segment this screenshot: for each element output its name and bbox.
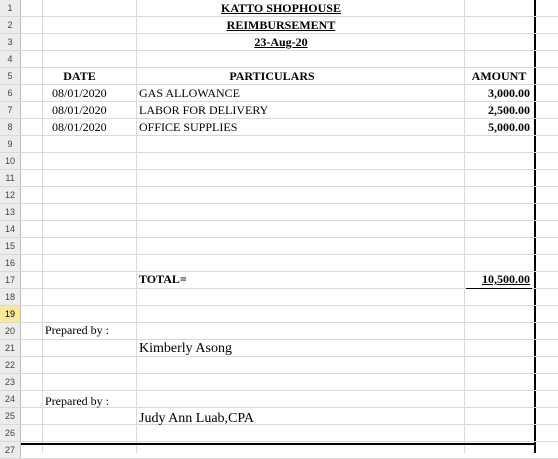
row-2-date[interactable]: 08/01/2020 [52, 103, 107, 117]
header-particulars[interactable]: PARTICULARS [229, 69, 315, 83]
sheet-bottom-border [21, 443, 536, 445]
sheet-row [0, 425, 558, 442]
row-number[interactable]: 22 [0, 357, 21, 373]
sheet-row [0, 136, 558, 153]
prepared-by-name-2[interactable]: Judy Ann Luab,CPA [139, 411, 255, 426]
row-number[interactable]: 27 [0, 442, 21, 458]
sheet-row [0, 153, 558, 170]
sheet-row [0, 170, 558, 187]
row-2-particular[interactable]: LABOR FOR DELIVERY [139, 103, 269, 117]
row-number[interactable]: 4 [0, 51, 21, 67]
sheet-row [0, 187, 558, 204]
row-number[interactable]: 10 [0, 153, 21, 169]
row-number[interactable]: 13 [0, 204, 21, 220]
row-number[interactable]: 1 [0, 0, 21, 16]
row-number[interactable]: 19 [0, 306, 21, 322]
sheet-row [0, 340, 558, 357]
prepared-by-label-2[interactable]: Prepared by : [45, 394, 109, 408]
sheet-row [0, 238, 558, 255]
row-1-amount[interactable]: 3,000.00 [488, 86, 530, 100]
row-3-amount[interactable]: 5,000.00 [488, 120, 530, 134]
row-number[interactable]: 7 [0, 102, 21, 118]
header-amount[interactable]: AMOUNT [471, 69, 527, 83]
sheet-row [0, 408, 558, 425]
row-number[interactable]: 21 [0, 340, 21, 356]
row-number[interactable]: 12 [0, 187, 21, 203]
sheet-row [0, 51, 558, 68]
sheet-row [0, 306, 558, 323]
row-number[interactable]: 8 [0, 119, 21, 135]
sheet-row [0, 221, 558, 238]
sheet-row [0, 357, 558, 374]
report-date[interactable]: 23-Aug-20 [254, 35, 308, 49]
sheet-row [0, 204, 558, 221]
row-number[interactable]: 24 [0, 391, 21, 407]
row-1-particular[interactable]: GAS ALLOWANCE [139, 86, 240, 100]
company-title[interactable]: KATTO SHOPHOUSE [221, 1, 341, 15]
row-number[interactable]: 9 [0, 136, 21, 152]
row-1-date[interactable]: 08/01/2020 [52, 86, 107, 100]
sheet-row [0, 374, 558, 391]
sheet-row [0, 255, 558, 272]
total-underline [466, 288, 532, 289]
row-number[interactable]: 14 [0, 221, 21, 237]
row-number[interactable]: 2 [0, 17, 21, 33]
total-value[interactable]: 10,500.00 [482, 272, 530, 286]
header-date[interactable]: DATE [63, 69, 96, 83]
sheet-row [0, 289, 558, 306]
row-number[interactable]: 26 [0, 425, 21, 441]
prepared-by-name-1[interactable]: Kimberly Asong [139, 341, 232, 356]
row-2-amount[interactable]: 2,500.00 [488, 103, 530, 117]
row-number[interactable]: 18 [0, 289, 21, 305]
row-number[interactable]: 25 [0, 408, 21, 424]
report-title[interactable]: REIMBURSEMENT [226, 18, 336, 32]
row-number[interactable]: 20 [0, 323, 21, 339]
row-3-date[interactable]: 08/01/2020 [52, 120, 107, 134]
row-number[interactable]: 17 [0, 272, 21, 288]
row-number[interactable]: 16 [0, 255, 21, 271]
total-label[interactable]: TOTAL= [139, 272, 187, 286]
prepared-by-label-1[interactable]: Prepared by : [45, 323, 109, 337]
row-number[interactable]: 5 [0, 68, 21, 84]
row-number[interactable]: 3 [0, 34, 21, 50]
row-number[interactable]: 15 [0, 238, 21, 254]
row-3-particular[interactable]: OFFICE SUPPLIES [139, 120, 238, 134]
row-number[interactable]: 6 [0, 85, 21, 101]
row-number[interactable]: 11 [0, 170, 21, 186]
row-number[interactable]: 23 [0, 374, 21, 390]
